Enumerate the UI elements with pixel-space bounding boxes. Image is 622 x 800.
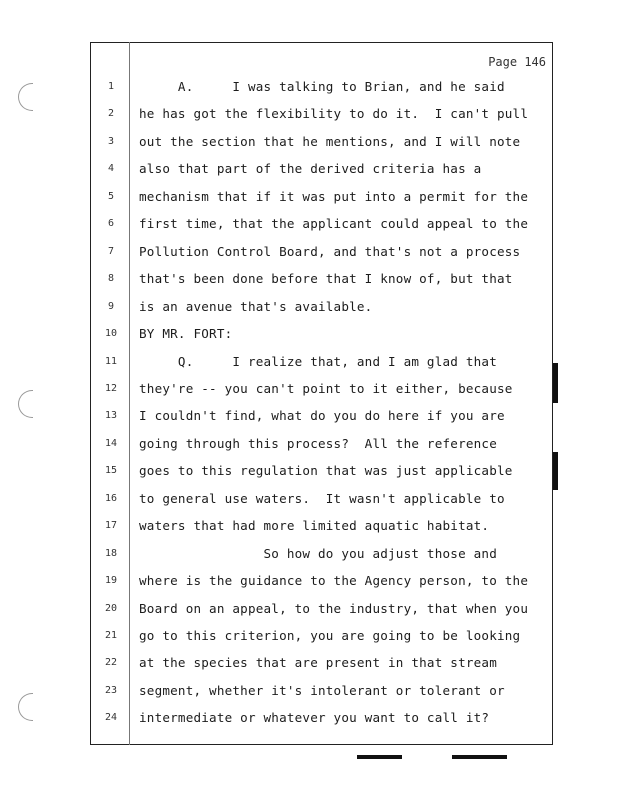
transcript-line: BY MR. FORT:: [139, 326, 233, 341]
transcript-line: So how do you adjust those and: [139, 546, 497, 561]
transcript-line: to general use waters. It wasn't applicable to: [139, 491, 505, 506]
line-number: 9: [107, 301, 115, 312]
transcript-line: goes to this regulation that was just applicable: [139, 463, 513, 478]
line-number: 15: [104, 465, 118, 476]
line-number: 16: [104, 493, 118, 504]
transcript-line: is an avenue that's available.: [139, 299, 373, 314]
line-number: 11: [104, 356, 118, 367]
transcript-line: go to this criterion, you are going to be looking: [139, 628, 521, 643]
line-number: 18: [104, 548, 118, 559]
line-number: 22: [104, 657, 118, 668]
transcript-line: waters that had more limited aquatic habitat.: [139, 518, 490, 533]
line-number: 21: [104, 630, 118, 641]
line-number: 1: [107, 81, 115, 92]
revision-bar: [553, 452, 558, 490]
line-number: 4: [107, 163, 115, 174]
line-number: 23: [104, 685, 118, 696]
transcript-line: I couldn't find, what do you do here if you are: [139, 408, 505, 423]
footer-mark: [357, 755, 402, 759]
transcript-line: mechanism that if it was put into a permit for the: [139, 189, 529, 204]
transcript-line: where is the guidance to the Agency person, to the: [139, 573, 529, 588]
line-number: 7: [107, 246, 115, 257]
transcript-line: first time, that the applicant could appeal to the: [139, 216, 529, 231]
footer-mark: [452, 755, 507, 759]
transcript-line: segment, whether it's intolerant or tolerant or: [139, 683, 505, 698]
transcript-line: also that part of the derived criteria has a: [139, 161, 482, 176]
punch-hole-middle: [18, 390, 33, 418]
line-number: 19: [104, 575, 118, 586]
transcript-line: he has got the flexibility to do it. I can't pull: [139, 106, 529, 121]
transcript-line: going through this process? All the reference: [139, 436, 497, 451]
margin-rule: [129, 42, 130, 745]
transcript-line: Pollution Control Board, and that's not a process: [139, 244, 521, 259]
line-number: 13: [104, 410, 118, 421]
line-number: 12: [104, 383, 118, 394]
line-number: 17: [104, 520, 118, 531]
transcript-line: Board on an appeal, to the industry, that when you: [139, 601, 529, 616]
line-number: 10: [104, 328, 118, 339]
revision-bar: [553, 363, 558, 403]
transcript-line: at the species that are present in that stream: [139, 655, 497, 670]
line-number: 6: [107, 218, 115, 229]
transcript-line: A. I was talking to Brian, and he said: [139, 79, 505, 94]
line-number: 3: [107, 136, 115, 147]
line-number: 2: [107, 108, 115, 119]
page-number: Page 146: [488, 55, 546, 69]
transcript-line: intermediate or whatever you want to call it?: [139, 710, 490, 725]
transcript-line: they're -- you can't point to it either, because: [139, 381, 513, 396]
transcript-line: Q. I realize that, and I am glad that: [139, 354, 497, 369]
line-number: 5: [107, 191, 115, 202]
line-number: 20: [104, 603, 118, 614]
punch-hole-top: [18, 83, 33, 111]
transcript-line: out the section that he mentions, and I will note: [139, 134, 521, 149]
punch-hole-bottom: [18, 693, 33, 721]
line-number: 8: [107, 273, 115, 284]
line-number: 24: [104, 712, 118, 723]
line-number: 14: [104, 438, 118, 449]
transcript-line: that's been done before that I know of, but that: [139, 271, 513, 286]
